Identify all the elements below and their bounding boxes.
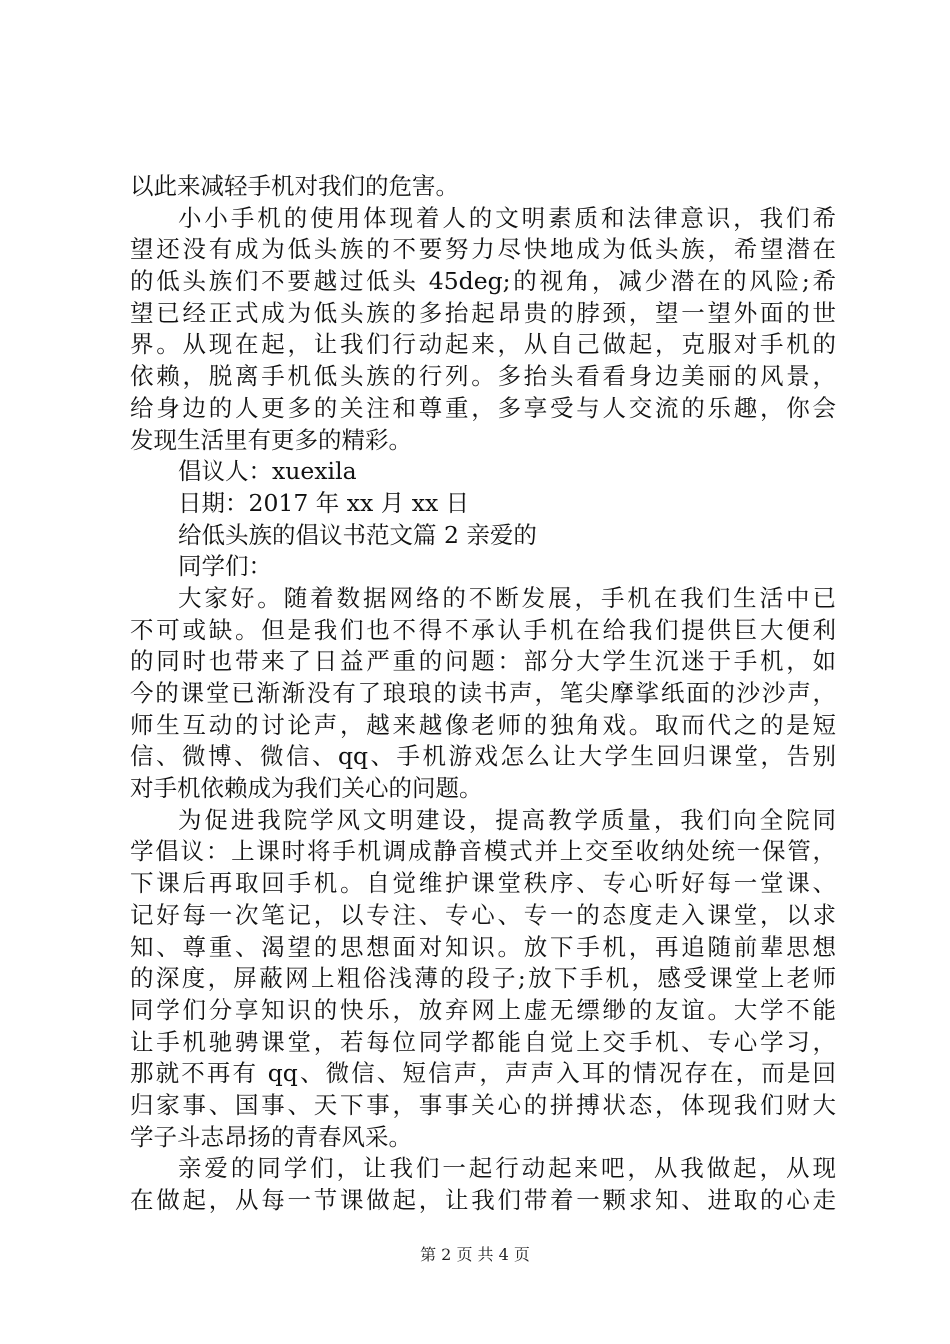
text-line: 师生互动的讨论声，越来越像老师的独角戏。取而代之的是短 [130,710,836,739]
text-line: 以此来减轻手机对我们的危害。 [130,172,459,200]
text-line: 依赖，脱离手机低头族的行列。多抬头看看身边美丽的风景， [130,362,836,391]
text-line: 今的课堂已渐渐没有了琅琅的读书声，笔尖摩挲纸面的沙沙声， [130,679,836,707]
text-line: 的同时也带来了日益严重的问题：部分大学生沉迷于手机，如 [130,647,836,676]
text-line: 对手机依赖成为我们关心的问题。 [130,774,483,803]
text-line: 小小手机的使用体现着人的文明素质和法律意识，我们希 [178,203,836,232]
text-line: 日期：2017 年 xx 月 xx 日 [178,488,470,517]
text-line: 让手机驰骋课堂，若每位同学都能自觉上交手机、专心学习， [130,1027,836,1056]
text-line: 信、微博、微信、qq、手机游戏怎么让大学生回归课堂，告别 [130,742,836,771]
text-line: 倡议人：xuexila [178,457,357,486]
page-footer: 第 2 页 共 4 页 [420,1245,530,1264]
text-line: 不可或缺。但是我们也不得不承认手机在给我们提供巨大便利 [130,615,836,644]
text-line: 记好每一次笔记，以专注、专心、专一的态度走入课堂，以求 [130,900,836,929]
text-line: 望已经正式成为低头族的多抬起昂贵的脖颈，望一望外面的世 [130,298,836,327]
text-line: 发现生活里有更多的精彩。 [130,425,412,454]
text-line: 学倡议：上课时将手机调成静音模式并上交至收纳处统一保管， [130,837,836,866]
text-line: 归家事、国事、天下事，事事关心的拼搏状态，体现我们财大 [130,1090,836,1119]
text-line: 知、尊重、渴望的思想面对知识。放下手机，再追随前辈思想 [130,932,836,961]
text-line: 那就不再有 qq、微信、短信声，声声入耳的情况存在，而是回 [130,1059,836,1088]
text-line: 下课后再取回手机。自觉维护课堂秩序、专心听好每一堂课、 [130,869,836,898]
document-body [130,171,836,1217]
text-line: 亲爱的同学们，让我们一起行动起来吧，从我做起，从现 [178,1154,836,1183]
text-line: 的深度，屏蔽网上粗俗浅薄的段子;放下手机，感受课堂上老师 [130,964,836,993]
text-line: 给低头族的倡议书范文篇 2 亲爱的 [178,520,537,549]
text-line: 同学们分享知识的快乐，放弃网上虚无缥缈的友谊。大学不能 [130,995,836,1024]
text-line: 给身边的人更多的关注和尊重，多享受与人交流的乐趣，你会 [130,393,836,422]
text-line: 在做起，从每一节课做起，让我们带着一颗求知、进取的心走 [130,1186,836,1214]
text-line: 界。从现在起，让我们行动起来，从自己做起，克服对手机的 [130,330,836,359]
text-line: 同学们： [178,552,272,581]
text-line: 大家好。随着数据网络的不断发展，手机在我们生活中已 [178,583,836,612]
text-line: 学子斗志昂扬的青春风采。 [130,1122,412,1151]
text-line: 为促进我院学风文明建设，提高教学质量，我们向全院同 [178,805,836,834]
text-line: 望还没有成为低头族的不要努力尽快地成为低头族，希望潜在 [130,235,836,264]
text-line: 的低头族们不要越过低头 45deg;的视角，减少潜在的风险;希 [130,267,836,296]
